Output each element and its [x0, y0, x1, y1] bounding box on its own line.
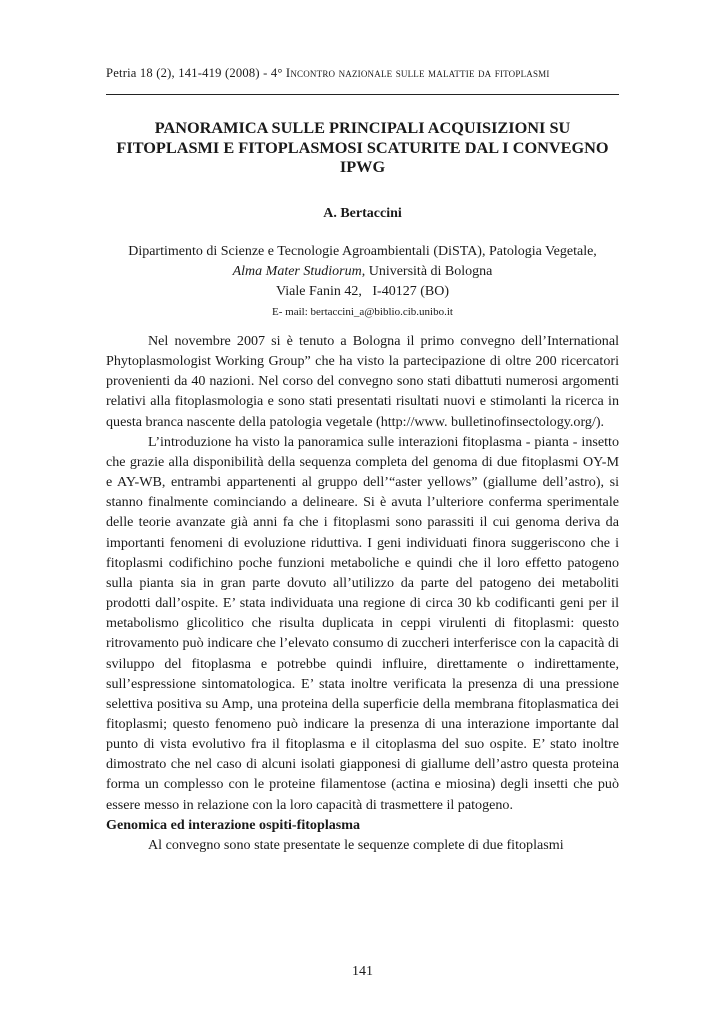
body-paragraph-2: L’introduzione ha visto la panoramica sulle interazioni fitoplasma - pianta - insetto che grazie alla disponibilità della sequenza completa del genoma di due fitoplasmi OY-M e AY-WB, entrambi appartenenti al gruppo dell’“aster yellows” (giallume dell’astro), si stanno finalmente cominciando a delineare. Si è avuta l’ulteriore conferma sperimentale delle teorie avanzate già anni fa che i fitoplasmi sono parassiti il cui genoma deriva da importanti fenomeni di evoluzione riduttiva. I geni individuati finora suggeriscono che i fitoplasmi codifichino poche funzioni metaboliche e quindi che il loro effetto patogeno sulla pianta sia in gran parte dovuto all’utilizzo da parte del patogeno dei metaboliti prodotti dall’ospite. E’ stata individuata una regione di circa 30 kb codificanti geni per il metabolismo glicolitico che risulta duplicata in ceppi virulenti di fitoplasmi: questo ritrovamento può indicare che l’elevato consumo di zuccheri interferisce con la capacità di sviluppo del fitoplasma e potrebbe quindi influire, direttamente o indirettamente, sull’espressione sintomatologica. E’ stata inoltre verificata la presenza di una pressione selettiva positiva su Amp, una proteina della superficie della membrana fitoplasmatica dei fitoplasmi; questo fenomeno può indicare la presenza di una interazione importante dal punto di vista evolutivo fra il fitoplasma e il citoplasma del suo ospite. E’ stato inoltre dimostrato che nel caso di alcuni isolati giapponesi di giallume dell’astro questa proteina forma un complesso con le proteine filamentose (actina e miosina) degli insetti che può essere messo in relazione con la loro capacità di trasmettere il patogeno. [106, 433, 619, 813]
running-head-series: Incontro nazionale sulle malattie da fitoplasmi [285, 66, 550, 80]
affiliation-department: Dipartimento di Scienze e Tecnologie Agroambientali (DiSTA), Patologia Vegetale, [128, 244, 597, 259]
affiliation-address: Viale Fanin 42, I-40127 (BO) [276, 284, 449, 299]
section-heading: Genomica ed interazione ospiti-fitoplasma [106, 816, 361, 833]
section-paragraph: Al convegno sono state presentate le sequenze complete di due fitoplasmi [148, 836, 564, 853]
affiliation-university [106, 262, 619, 282]
author-email: E- mail: bertaccini_a@biblio.cib.unibo.it [272, 306, 453, 318]
running-head [106, 66, 619, 81]
author-name: A. Bertaccini [323, 206, 402, 221]
page-number: 141 [352, 964, 373, 979]
affiliation-university-name: , Università di Bologna [361, 264, 493, 279]
paper-title: PANORAMICA SULLE PRINCIPALI ACQUISIZIONI SU FITOPLASMI E FITOPLASMOSI SCATURITE DAL I CONVEGNO IPWG [116, 118, 609, 176]
affiliation-university-italic: Alma Mater Studiorum [232, 264, 362, 279]
header-rule [106, 94, 619, 95]
body-paragraph-1: Nel novembre 2007 si è tenuto a Bologna il primo convegno dell’International Phytoplasmologist Working Group” che ha visto la partecipazione di oltre 200 ricercatori provenienti da 40 nazioni. Nel corso del convegno sono stati dibattuti numerosi argomenti relativi alla fitoplasmologia e sono stati presentati risultati nuovi e stimolanti la ricerca in questa branca nascente della patologia vegetale (http://www. bulletinofinsectology.org/). [106, 333, 619, 430]
running-head-citation: Petria 18 (2), 141-419 (2008) - 4° [106, 66, 286, 80]
article-body [106, 331, 619, 855]
affiliation-block [106, 242, 619, 322]
